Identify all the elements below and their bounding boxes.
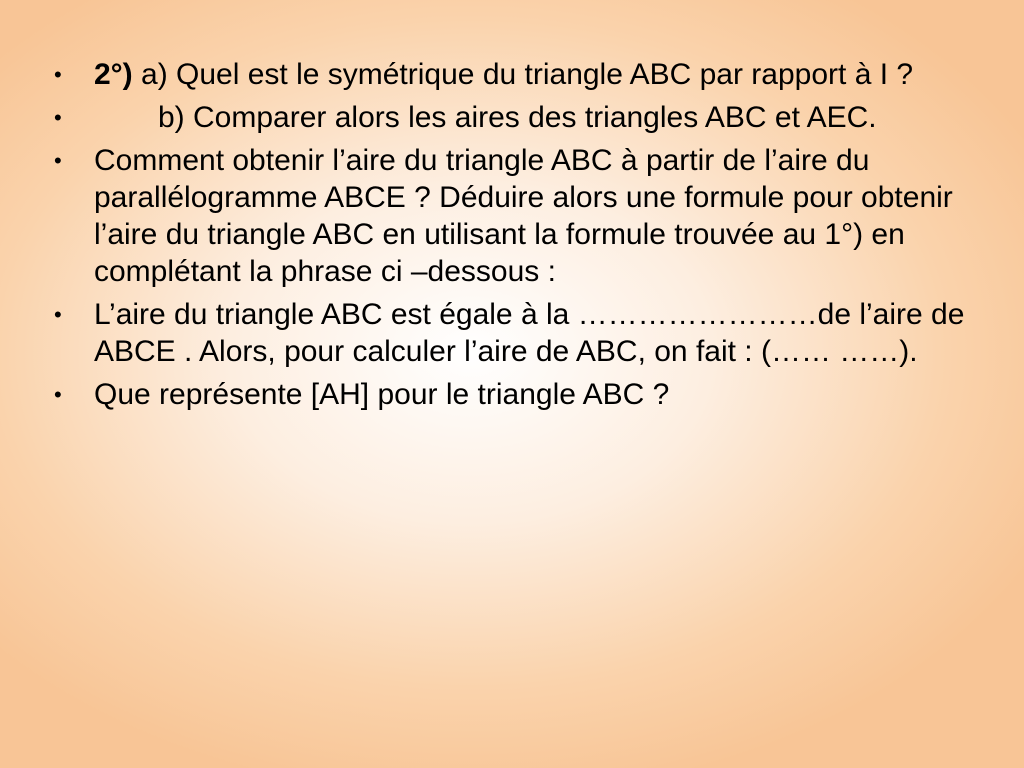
bullet-item-ah [52,376,972,413]
bullet-text: b) Comparer alors les aires des triangles ABC et AEC. [158,101,877,134]
bullet-icon: • [54,148,62,173]
bullet-text: a) Quel est le symétrique du triangle ABC par rapport à I ? [132,58,914,91]
bullet-text: Que représente [AH] pour le triangle ABC ? [94,378,670,411]
bullet-text: L’aire du triangle ABC est égale à la ……………………de l’aire de ABCE . Alors, pour calculer l’aire de ABC, on fait : (…… ……). [94,298,965,368]
bullet-icon: • [54,62,62,87]
bullet-item-fill-in [52,296,972,370]
question-number: 2°) [94,58,133,91]
bullet-text: Comment obtenir l’aire du triangle ABC à partir de l’aire du parallélogramme ABCE ? Déduire alors une formule pour obtenir l’aire du triangle ABC en utilisant la formule trouvée au 1°) en complétant la phrase ci –dessous : [94,144,953,288]
bullet-list [52,56,972,419]
bullet-icon: • [54,105,62,130]
bullet-item-question-2b [52,99,972,136]
bullet-icon: • [54,302,62,327]
bullet-item-parallelogram [52,142,972,290]
bullet-item-question-2a [52,56,972,93]
bullet-icon: • [54,382,62,407]
